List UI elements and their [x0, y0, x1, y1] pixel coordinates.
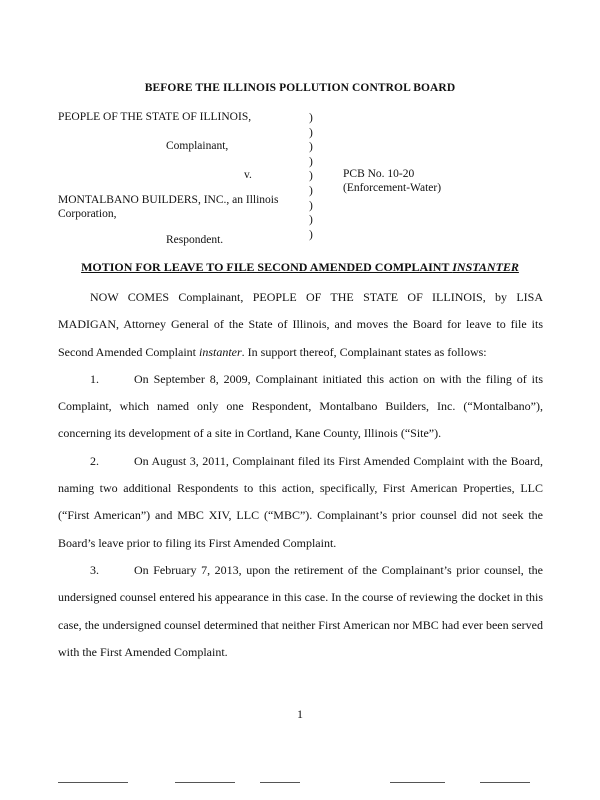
paragraph-text: On February 7, 2013, upon the retirement of the Complainant’s prior counsel, the undersigned counsel entered his appearance in this case. In the course of reviewing the docket in this case, the undersigned counsel determined that neither First American nor MBC had ever been served with the First Amended Complaint.	[58, 562, 543, 659]
motion-title	[0, 260, 600, 275]
caption-defendant-line2: Corporation,	[58, 208, 117, 220]
caption-paren: )	[309, 141, 313, 154]
scan-artifact-line	[480, 782, 530, 783]
intro-text: NOW COMES Complainant, PEOPLE OF THE STATE OF ILLINOIS, by LISA MADIGAN, Attorney General of the State of Illinois, and moves the Board for leave to file its Second Amended Complaint	[58, 290, 543, 359]
intro-italic: instanter	[198, 344, 242, 359]
scan-artifact-line	[390, 782, 445, 783]
case-number: PCB No. 10-20	[343, 168, 415, 180]
intro-paragraph	[58, 284, 543, 366]
caption-paren: )	[309, 199, 313, 212]
intro-text-end: . In support thereof, Complainant states as follows:	[241, 344, 487, 359]
court-heading: BEFORE THE ILLINOIS POLLUTION CONTROL BOARD	[144, 82, 456, 94]
numbered-paragraph	[58, 448, 543, 557]
caption-plaintiff-role: Complainant,	[166, 140, 229, 152]
caption-versus: v.	[244, 169, 252, 181]
motion-title-main: MOTION FOR LEAVE TO FILE SECOND AMENDED COMPLAINT	[81, 260, 453, 274]
caption-plaintiff: PEOPLE OF THE STATE OF ILLINOIS,	[58, 111, 252, 123]
motion-body	[58, 284, 543, 666]
paragraph-number: 3.	[90, 562, 99, 577]
paragraph-number: 1.	[90, 371, 99, 386]
caption-paren: )	[309, 184, 313, 197]
caption-defendant-role: Respondent.	[166, 234, 224, 246]
paragraph-number: 2.	[90, 453, 99, 468]
paragraph-text: On August 3, 2011, Complainant filed its First Amended Complaint with the Board, naming two additional Respondents to this action, specifically, First American Properties, LLC (“First American”) and MBC XIV, LLC (“MBC”). Complainant’s prior counsel did not seek the Board’s leave prior to filing its First Amended Complaint.	[58, 453, 543, 550]
caption-paren: )	[309, 228, 313, 241]
scan-artifact-line	[58, 782, 128, 783]
scan-artifact-line	[175, 782, 235, 783]
caption-parenthesis-column	[309, 111, 313, 242]
case-type: (Enforcement-Water)	[343, 182, 442, 194]
caption-paren: )	[309, 170, 313, 183]
caption-defendant-line1: MONTALBANO BUILDERS, INC., an Illinois	[58, 194, 279, 206]
caption-paren: )	[309, 126, 313, 139]
page-number: 1	[297, 707, 303, 721]
caption-paren: )	[309, 112, 313, 124]
caption-paren: )	[309, 155, 313, 168]
motion-title-italic: INSTANTER	[452, 260, 519, 274]
numbered-paragraph	[58, 366, 543, 448]
caption-paren: )	[309, 214, 313, 227]
paragraph-text: On September 8, 2009, Complainant initiated this action on with the filing of its Complaint, which named only one Respondent, Montalbano Builders, Inc. (“Montalbano”), concerning its development of a site in Cortland, Kane County, Illinois (“Site”).	[58, 371, 543, 441]
numbered-paragraph	[58, 557, 543, 666]
scan-artifact-line	[260, 782, 300, 783]
